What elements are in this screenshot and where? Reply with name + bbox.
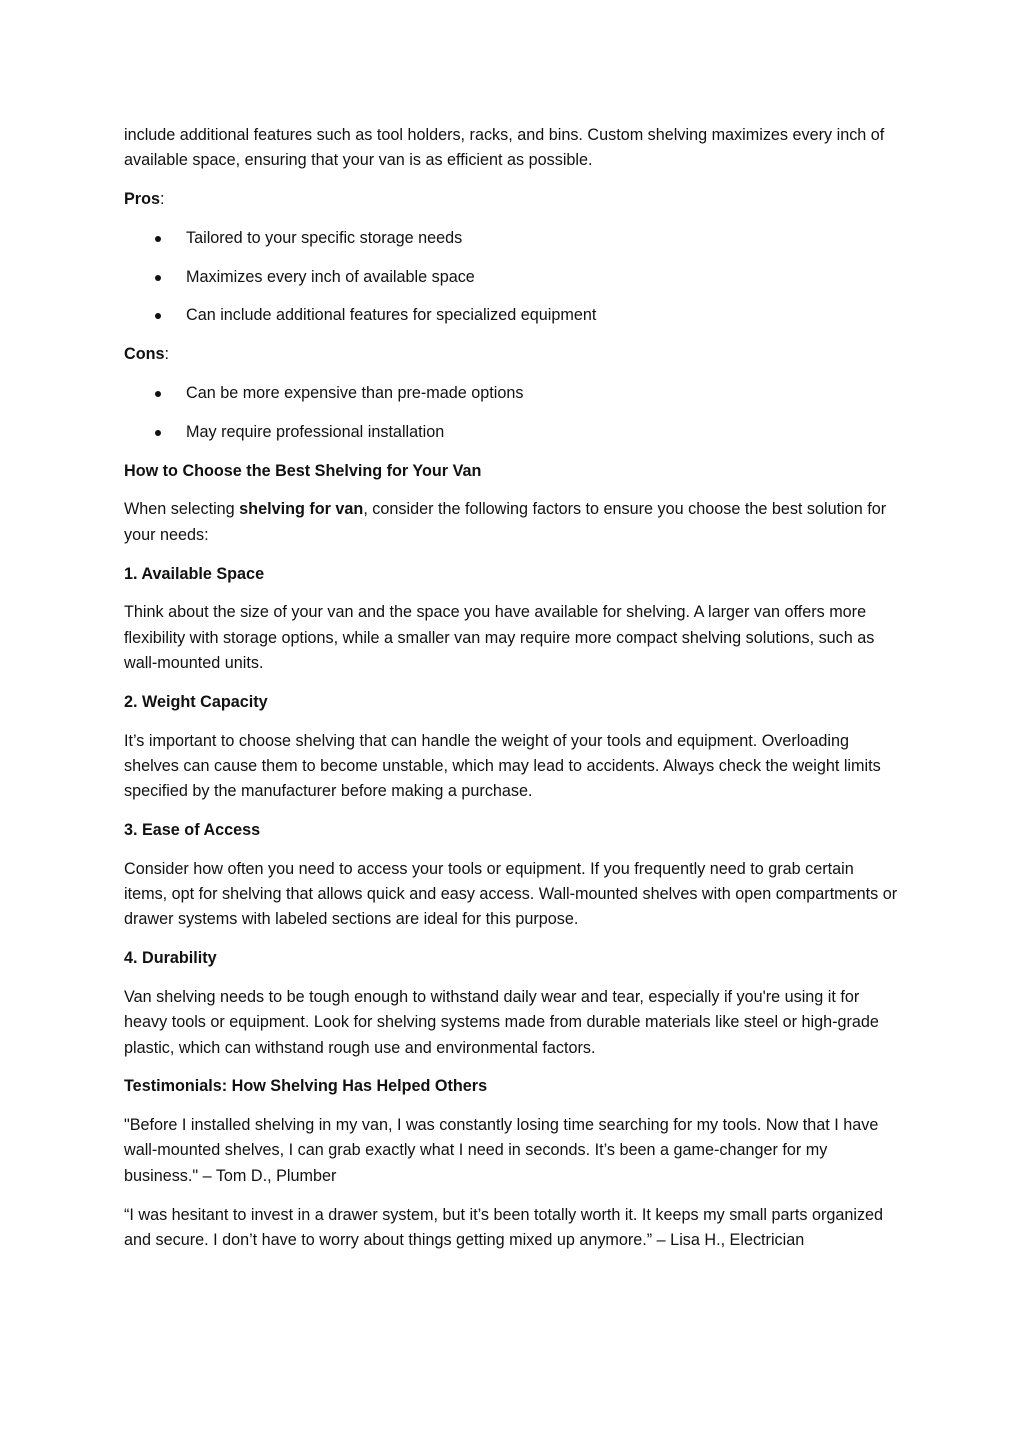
pros-list bbox=[124, 226, 899, 329]
factor-text-available-space: Think about the size of your van and the space you have available for shelving. A larger van offers more flexibility with storage options, while a smaller van may require more compact shelving solutions, such as wall-mounted units. bbox=[124, 603, 875, 672]
factor-heading-weight-capacity: 2. Weight Capacity bbox=[124, 692, 268, 711]
pros-colon: : bbox=[160, 190, 165, 209]
pros-label: Pros bbox=[124, 190, 160, 209]
list-item: Can be more expensive than pre-made options bbox=[124, 381, 899, 406]
factor-text-ease-of-access: Consider how often you need to access your tools or equipment. If you frequently need to grab certain items, opt for shelving that allows quick and easy access. Wall-mounted shelves with open compartments or drawer systems with labeled sections are ideal for this purpose. bbox=[124, 859, 898, 929]
bullet-icon bbox=[155, 430, 161, 436]
bullet-icon bbox=[155, 275, 161, 281]
factor-heading-durability: 4. Durability bbox=[124, 949, 217, 968]
list-item: Tailored to your specific storage needs bbox=[124, 226, 899, 251]
bullet-icon bbox=[155, 391, 161, 397]
factor-heading-ease-of-access: 3. Ease of Access bbox=[124, 820, 261, 839]
cons-colon: : bbox=[164, 345, 169, 364]
testimonial-quote: "Before I installed shelving in my van, I was constantly losing time searching for my tools. Now that I have wall-mounted shelves, I can grab exactly what I need in seconds. It’s been a game-changer for my business." – Tom D., Plumber bbox=[124, 1116, 879, 1185]
bullet-icon bbox=[155, 236, 161, 242]
choose-intro-paragraph: When selecting shelving for van, consider the following factors to ensure you choose the best solution for your needs: bbox=[124, 500, 887, 544]
cons-list bbox=[124, 381, 899, 445]
section-heading-testimonials: Testimonials: How Shelving Has Helped Others bbox=[124, 1077, 488, 1096]
bullet-icon bbox=[155, 313, 161, 319]
factor-heading-available-space: 1. Available Space bbox=[124, 564, 265, 583]
cons-label: Cons bbox=[124, 345, 165, 364]
cons-label-line bbox=[124, 342, 899, 367]
list-item: Can include additional features for specialized equipment bbox=[124, 303, 899, 328]
testimonial-quote: “I was hesitant to invest in a drawer system, but it’s been totally worth it. It keeps my small parts organized and secure. I don’t have to worry about things getting mixed up anymore.” – Lisa H., Electrician bbox=[124, 1205, 884, 1249]
section-heading-choose: How to Choose the Best Shelving for Your Van bbox=[124, 461, 482, 480]
pros-label-line bbox=[124, 187, 899, 212]
keyword-bold: shelving for van bbox=[239, 500, 364, 519]
factor-text-weight-capacity: It’s important to choose shelving that can handle the weight of your tools and equipment. Overloading shelves can cause them to become unstable, which may lead to accidents. Always check the weight limits specified by the manufacturer before making a purchase. bbox=[124, 731, 881, 801]
list-item: May require professional installation bbox=[124, 420, 899, 445]
factor-text-durability: Van shelving needs to be tough enough to withstand daily wear and tear, especially if you're using it for heavy tools or equipment. Look for shelving systems made from durable materials like steel or high-grade plastic, which can withstand rough use and environmental factors. bbox=[124, 987, 879, 1057]
intro-paragraph: include additional features such as tool holders, racks, and bins. Custom shelving maximizes every inch of available space, ensuring that your van is as efficient as possible. bbox=[124, 126, 885, 170]
document-page bbox=[124, 123, 899, 1267]
list-item: Maximizes every inch of available space bbox=[124, 265, 899, 290]
